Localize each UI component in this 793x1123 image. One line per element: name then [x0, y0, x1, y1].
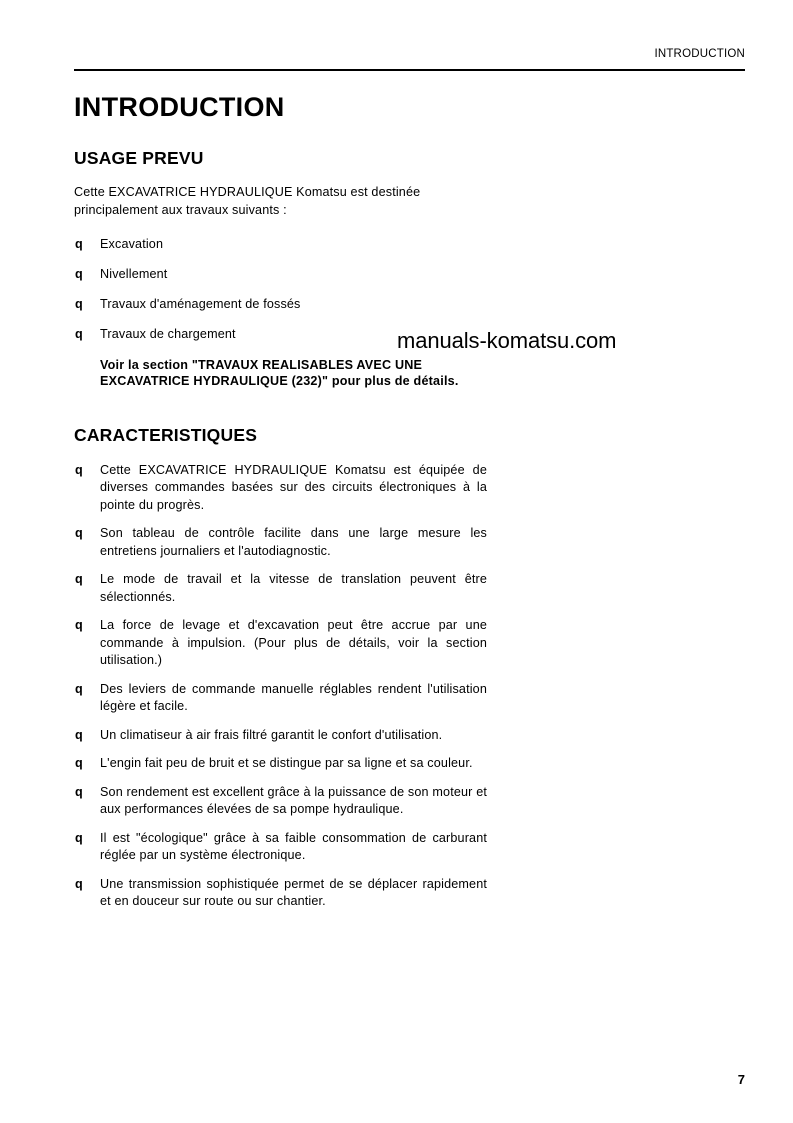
- list-item-label: Une transmission sophistiquée permet de se déplacer rapidement et en douceur sur route ou sur chantier.: [100, 876, 487, 908]
- list-item-label: Le mode de travail et la vitesse de translation peuvent être sélectionnés.: [100, 572, 487, 604]
- bullet-marker-icon: q: [75, 462, 83, 477]
- bullet-marker-icon: q: [75, 327, 83, 341]
- list-item-label: Excavation: [100, 237, 164, 251]
- list-item-label: Son tableau de contrôle facilite dans une large mesure les entretiens journaliers et l'autodiagnostic.: [100, 526, 487, 558]
- usage-reference-note: Voir la section "TRAVAUX REALISABLES AVEC UNE EXCAVATRICE HYDRAULIQUE (232)" pour plus de détails.: [100, 357, 459, 388]
- bullet-marker-icon: q: [75, 784, 83, 799]
- list-item: [74, 266, 745, 284]
- bullet-marker-icon: q: [75, 727, 83, 742]
- bullet-marker-icon: q: [75, 830, 83, 845]
- header-divider-rule: [74, 69, 745, 71]
- list-item: [74, 617, 745, 670]
- list-item: [74, 462, 745, 515]
- list-item-label: Travaux d'aménagement de fossés: [100, 297, 301, 311]
- bullet-marker-icon: q: [75, 756, 83, 770]
- list-item-label: Son rendement est excellent grâce à la puissance de son moteur et aux performances élevées de sa pompe hydraulique.: [100, 784, 487, 816]
- spacer: [74, 446, 745, 462]
- list-item-label: La force de levage et d'excavation peut être accrue par une commande à impulsion. (Pour plus de détails, voir la section utilisation.): [100, 618, 487, 667]
- list-item: [74, 755, 745, 773]
- running-header: [74, 44, 745, 62]
- list-item: [74, 571, 745, 606]
- list-item-label: Travaux de chargement: [100, 327, 236, 341]
- bullet-marker-icon: q: [75, 267, 83, 281]
- watermark-text: manuals-komatsu.com: [397, 328, 617, 353]
- bullet-marker-icon: q: [75, 876, 83, 891]
- list-item: [74, 727, 745, 745]
- list-item: [74, 830, 745, 865]
- list-item-label: L'engin fait peu de bruit et se distingue par sa ligne et sa couleur.: [100, 756, 473, 770]
- page-number: 7: [737, 1072, 745, 1087]
- bullet-marker-icon: q: [75, 237, 83, 251]
- list-item: [74, 525, 745, 560]
- bullet-marker-icon: q: [75, 526, 83, 540]
- spacer: [74, 124, 745, 147]
- list-item-label: Un climatiseur à air frais filtré garantit le confort d'utilisation.: [100, 727, 443, 742]
- usage-intro-paragraph: Cette EXCAVATRICE HYDRAULIQUE Komatsu est destinée principalement aux travaux suivants :: [74, 185, 421, 217]
- page-title: INTRODUCTION: [74, 92, 285, 122]
- section-heading-usage: USAGE PREVU: [74, 148, 204, 168]
- features-bullet-list: [74, 462, 745, 911]
- list-item-label: Cette EXCAVATRICE HYDRAULIQUE Komatsu est équipée de diverses commandes basées sur des circuits électroniques à la pointe du progrès.: [100, 462, 487, 512]
- section-heading-caracteristiques: CARACTERISTIQUES: [74, 424, 258, 445]
- bullet-marker-icon: q: [75, 618, 83, 632]
- list-item: [74, 784, 745, 819]
- list-item-label: Des leviers de commande manuelle réglables rendent l'utilisation légère et facile.: [100, 681, 487, 713]
- page-content: [74, 90, 745, 911]
- bullet-marker-icon: q: [75, 681, 83, 696]
- list-item-label: Nivellement: [100, 267, 168, 281]
- list-item-label: Il est "écologique" grâce à sa faible consommation de carburant réglée par un système électronique.: [100, 830, 487, 862]
- list-item: [74, 296, 745, 314]
- bullet-marker-icon: q: [75, 572, 83, 586]
- list-item: [74, 236, 745, 254]
- spacer: [74, 390, 745, 424]
- list-item: [74, 876, 745, 911]
- bullet-marker-icon: q: [75, 297, 83, 311]
- spacer: [74, 219, 745, 236]
- spacer: [74, 169, 745, 184]
- list-item: [74, 681, 745, 716]
- running-header-text: INTRODUCTION: [654, 48, 745, 60]
